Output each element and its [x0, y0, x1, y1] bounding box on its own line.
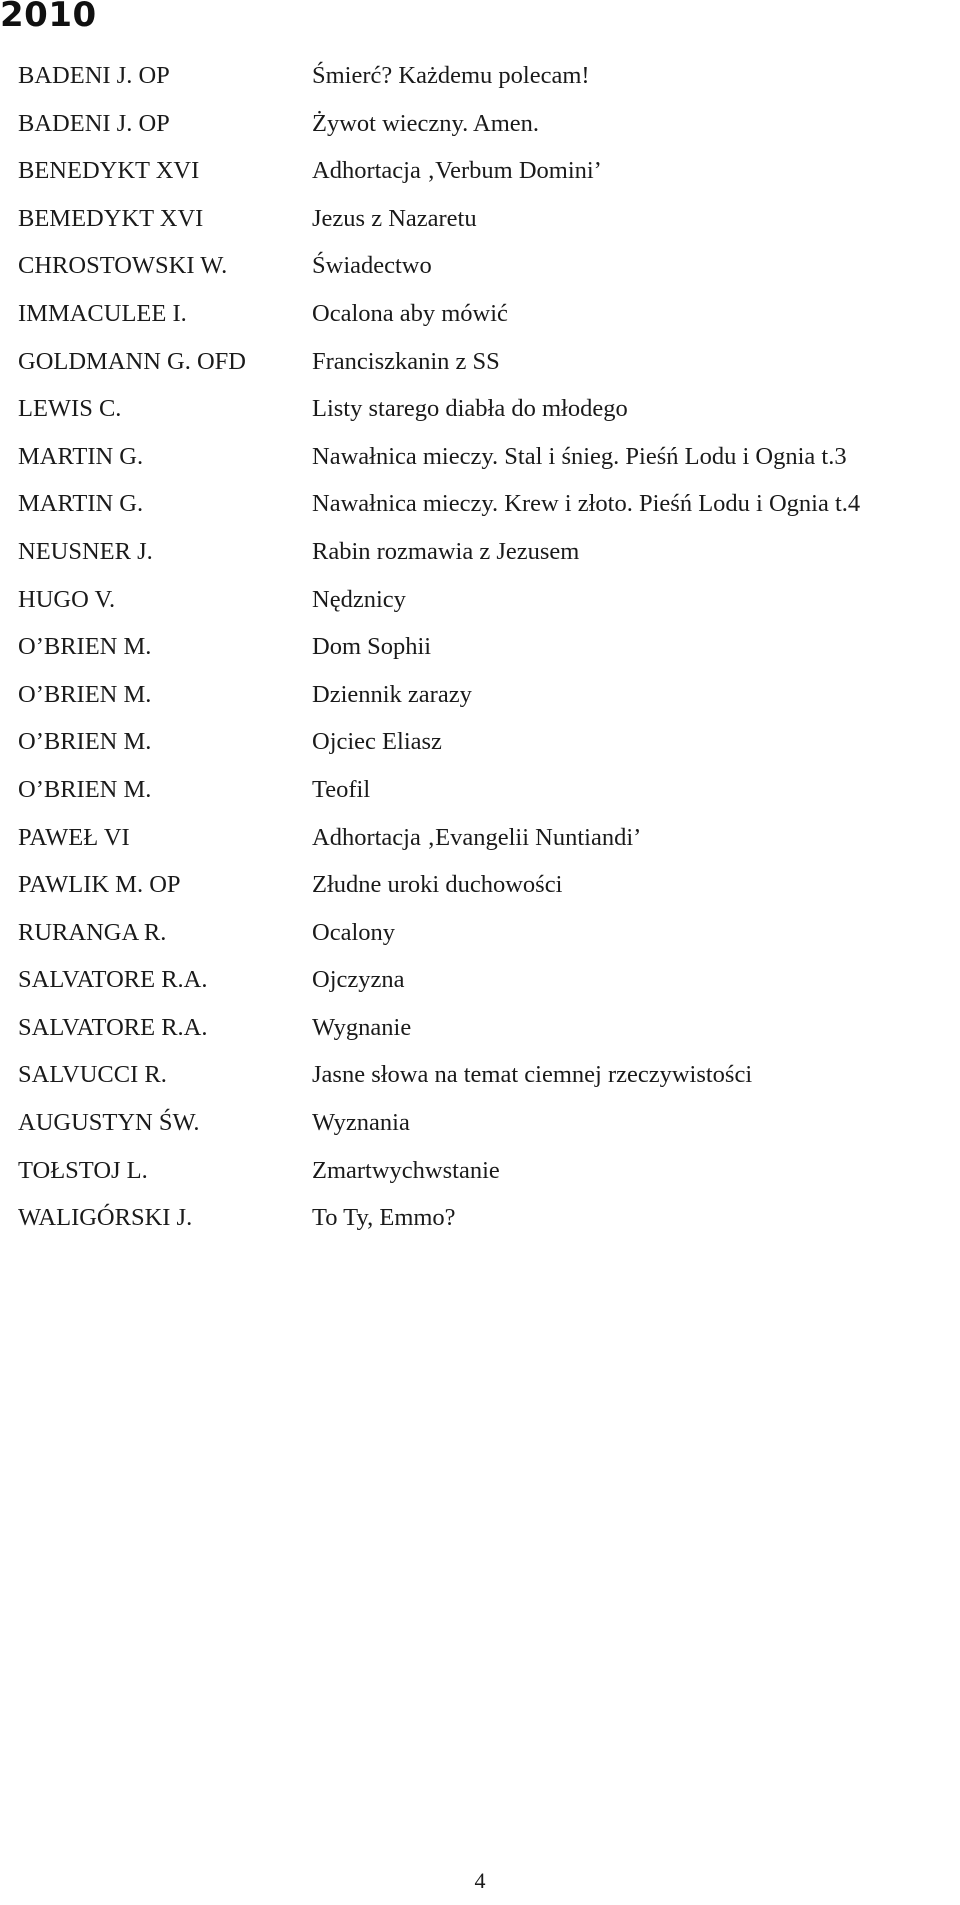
book-author: BEMEDYKT XVI: [18, 204, 204, 232]
book-row: [18, 586, 860, 634]
book-row: [18, 1109, 860, 1157]
book-row: [18, 919, 860, 967]
book-title: Żywot wieczny. Amen.: [312, 109, 540, 137]
book-title: Ocalony: [312, 918, 395, 946]
book-author: MARTIN G.: [18, 442, 144, 470]
book-author: BADENI J. OP: [18, 109, 170, 137]
book-author: MARTIN G.: [18, 490, 144, 518]
book-row: [18, 62, 860, 110]
book-row: [18, 681, 860, 729]
book-row: [18, 395, 860, 443]
book-list: [18, 62, 860, 1252]
book-row: [18, 348, 860, 396]
book-row: [18, 205, 860, 253]
book-author: GOLDMANN G. OFD: [18, 347, 246, 375]
book-author: O’BRIEN M.: [18, 728, 152, 756]
book-title: Teofil: [312, 775, 371, 803]
book-title: Nawałnica mieczy. Krew i złoto. Pieśń Lodu i Ognia t.4: [312, 490, 861, 518]
book-row: [18, 538, 860, 586]
book-author: TOŁSTOJ L.: [18, 1156, 148, 1184]
book-title: Adhortacja ‚Verbum Domini’: [312, 157, 602, 185]
book-title: To Ty, Emmo?: [312, 1204, 456, 1232]
book-author: CHROSTOWSKI W.: [18, 252, 228, 280]
book-row: [18, 966, 860, 1014]
book-row: [18, 1014, 860, 1062]
book-row: [18, 776, 860, 824]
book-row: [18, 110, 860, 158]
book-author: SALVATORE R.A.: [18, 1013, 208, 1041]
book-row: [18, 490, 860, 538]
book-title: Ojciec Eliasz: [312, 728, 442, 756]
book-author: PAWLIK M. OP: [18, 871, 181, 899]
book-author: NEUSNER J.: [18, 537, 153, 565]
book-row: [18, 1157, 860, 1205]
book-author: IMMACULEE I.: [18, 299, 187, 327]
book-author: RURANGA R.: [18, 918, 167, 946]
book-title: Franciszkanin z SS: [312, 347, 500, 375]
book-title: Świadectwo: [312, 252, 432, 280]
book-author: BENEDYKT XVI: [18, 157, 200, 185]
book-author: O’BRIEN M.: [18, 775, 152, 803]
book-row: [18, 1061, 860, 1109]
book-row: [18, 252, 860, 300]
book-row: [18, 871, 860, 919]
book-author: BADENI J. OP: [18, 62, 170, 89]
book-author: AUGUSTYN ŚW.: [18, 1109, 200, 1137]
book-title: Jezus z Nazaretu: [312, 204, 477, 232]
book-author: WALIGÓRSKI J.: [18, 1204, 193, 1232]
book-author: SALVATORE R.A.: [18, 966, 208, 994]
book-title: Wygnanie: [312, 1013, 412, 1041]
book-row: [18, 157, 860, 205]
book-row: [18, 728, 860, 776]
book-title: Jasne słowa na temat ciemnej rzeczywistości: [312, 1061, 753, 1089]
book-row: [18, 300, 860, 348]
book-author: PAWEŁ VI: [18, 823, 130, 851]
book-title: Dziennik zarazy: [312, 680, 472, 708]
book-title: Listy starego diabła do młodego: [312, 395, 628, 423]
book-author: LEWIS C.: [18, 395, 122, 423]
book-author: O’BRIEN M.: [18, 633, 152, 661]
book-title: Śmierć? Każdemu polecam!: [312, 62, 590, 89]
book-title: Wyznania: [312, 1109, 410, 1137]
book-title: Nawałnica mieczy. Stal i śnieg. Pieśń Lodu i Ognia t.3: [312, 442, 847, 470]
book-title: Adhortacja ‚Evangelii Nuntiandi’: [312, 823, 642, 851]
book-author: HUGO V.: [18, 585, 116, 613]
book-title: Rabin rozmawia z Jezusem: [312, 537, 580, 565]
book-author: O’BRIEN M.: [18, 680, 152, 708]
book-row: [18, 443, 860, 491]
book-title: Złudne uroki duchowości: [312, 871, 563, 899]
book-title: Nędznicy: [312, 585, 406, 613]
book-row: [18, 633, 860, 681]
book-row: [18, 1204, 860, 1252]
page-number: 4: [474, 1868, 486, 1893]
book-title: Ojczyzna: [312, 966, 405, 994]
book-title: Zmartwychwstanie: [312, 1156, 500, 1184]
book-title: Dom Sophii: [312, 633, 432, 661]
book-title: Ocalona aby mówić: [312, 299, 508, 327]
book-row: [18, 824, 860, 872]
year-heading: 2010: [0, 0, 97, 35]
book-author: SALVUCCI R.: [18, 1061, 167, 1089]
